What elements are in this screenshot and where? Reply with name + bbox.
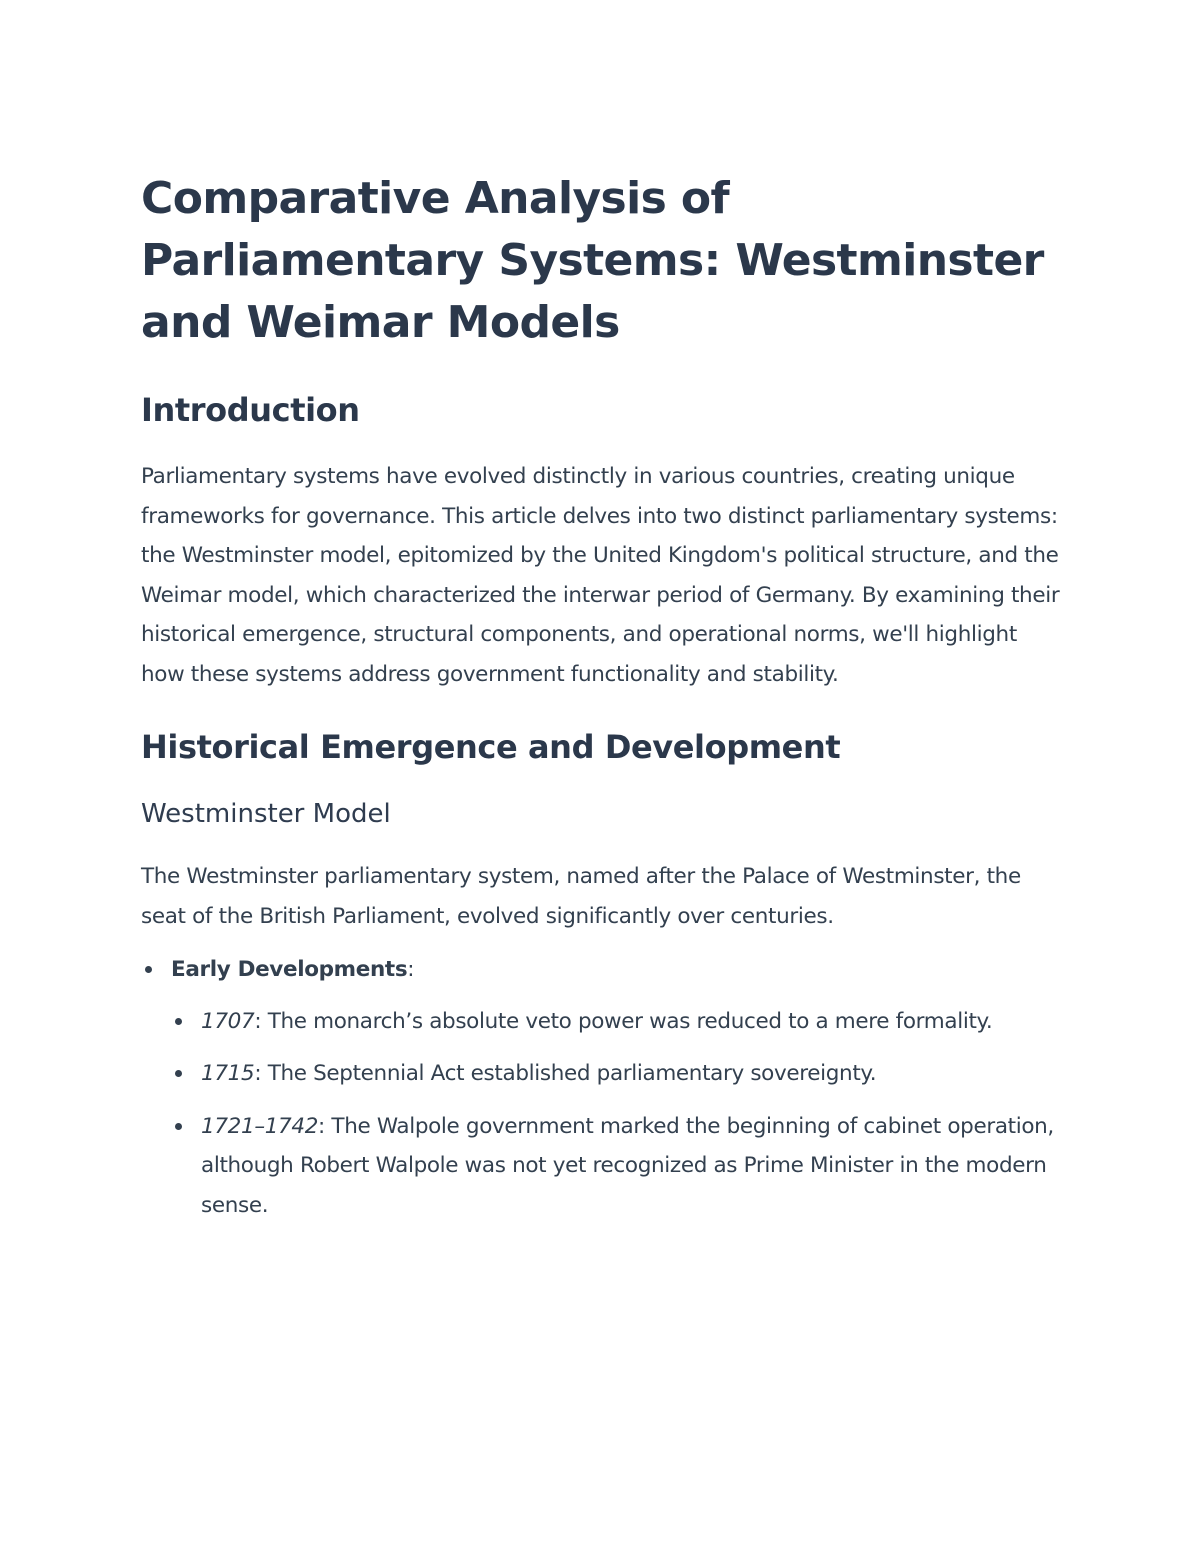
timeline-text: : The Walpole government marked the beginning of cabinet operation, although Robert Walpole was not yet recognized as Prime Minister in the modern sense. xyxy=(201,1113,1054,1218)
list-item xyxy=(141,950,1066,1225)
bullet-icon xyxy=(145,966,152,973)
timeline-item xyxy=(171,1107,1066,1226)
early-developments-list xyxy=(141,950,1066,1225)
timeline-year: 1707 xyxy=(201,1008,255,1034)
document-page xyxy=(141,168,1066,1238)
westminster-paragraph: The Westminster parliamentary system, named after the Palace of Westminster, the seat of the British Parliament, evolved significantly over centuries. xyxy=(141,864,1021,929)
timeline-text: : The Septennial Act established parliamentary sovereignty. xyxy=(254,1061,877,1086)
timeline-item xyxy=(171,1054,1066,1094)
westminster-heading: Westminster Model xyxy=(141,799,391,829)
list-item-label-suffix: : xyxy=(407,957,415,982)
historical-heading: Historical Emergence and Development xyxy=(141,728,841,766)
introduction-heading: Introduction xyxy=(141,391,360,429)
timeline-item xyxy=(171,1002,1066,1042)
bullet-icon xyxy=(175,1123,182,1130)
bullet-icon xyxy=(175,1018,182,1025)
timeline-list xyxy=(171,1002,1066,1226)
bullet-icon xyxy=(175,1070,182,1077)
timeline-text: : The monarch’s absolute veto power was reduced to a mere formality. xyxy=(254,1008,993,1034)
timeline-year: 1715 xyxy=(201,1061,255,1086)
timeline-year: 1721–1742 xyxy=(201,1113,319,1139)
introduction-paragraph: Parliamentary systems have evolved distinctly in various countries, creating unique frameworks for governance. This article delves into two distinct parliamentary systems: the Westminster model, epitomized by the United Kingdom's political structure, and the Weimar model, which characterized the interwar period of Germany. By examining their historical emergence, structural components, and operational norms, we'll highlight how these systems address government functionality and stability. xyxy=(141,464,1060,687)
list-item-label: Early Developments xyxy=(171,957,408,982)
document-title: Comparative Analysis of Parliamentary Systems: Westminster and Weimar Models xyxy=(141,173,1044,348)
